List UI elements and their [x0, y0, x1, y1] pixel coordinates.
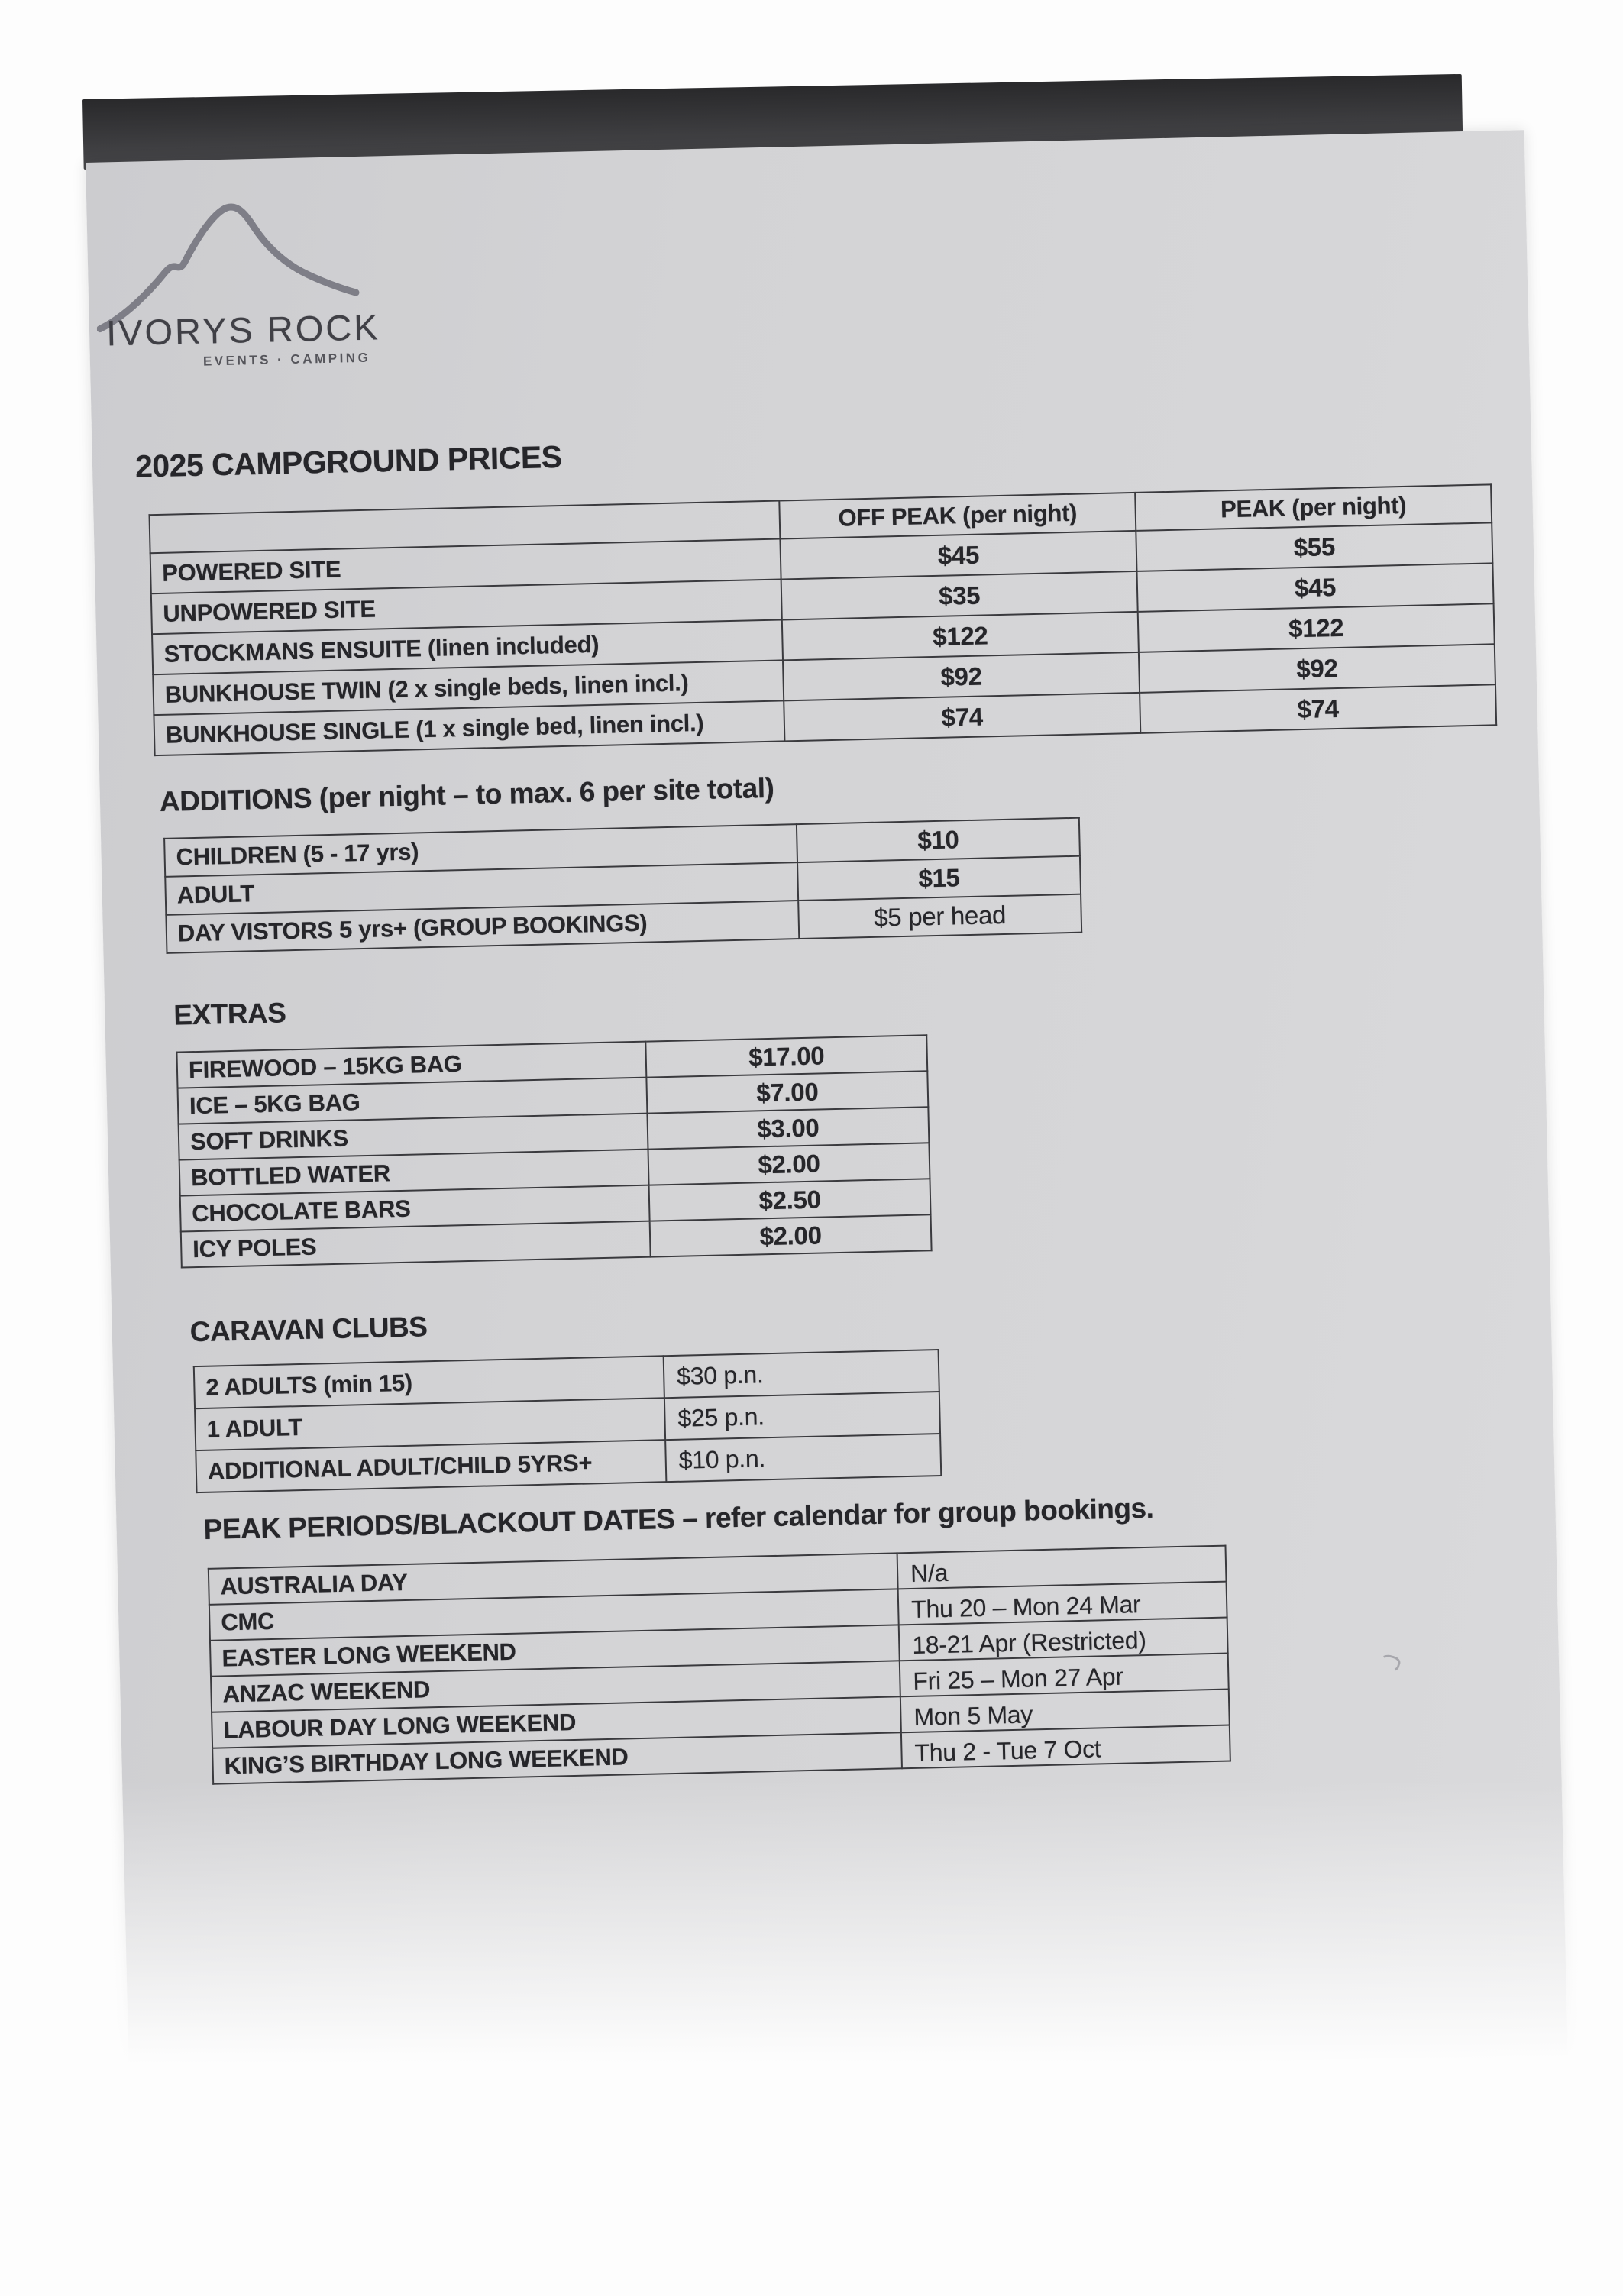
- peak-price: $92: [1139, 644, 1495, 693]
- date-range: Mon 5 May: [900, 1690, 1230, 1733]
- price: $10: [797, 818, 1080, 862]
- extras-heading: EXTRAS: [173, 997, 286, 1031]
- price: $2.00: [650, 1214, 932, 1256]
- header-peak: PEAK (per night): [1135, 484, 1492, 531]
- row-label: BUNKHOUSE TWIN (2 x single beds, linen incl.): [153, 660, 784, 715]
- paper-sheet: [86, 130, 1568, 2087]
- date-range: Thu 2 - Tue 7 Oct: [901, 1725, 1230, 1769]
- blackout-dates-table: [208, 1545, 1231, 1785]
- page-title: 2025 CAMPGROUND PRICES: [134, 438, 562, 484]
- off-peak-price: $92: [783, 652, 1140, 701]
- row-label: 1 ADULT: [195, 1398, 665, 1450]
- price: $10 p.n.: [665, 1434, 941, 1482]
- row-label: ICE – 5KG BAG: [178, 1078, 648, 1124]
- row-label: FIREWOOD – 15KG BAG: [176, 1042, 646, 1088]
- row-label: ADULT: [165, 862, 798, 915]
- row-label: STOCKMANS ENSUITE (linen included): [152, 619, 783, 674]
- caravan-clubs-heading: CARAVAN CLUBS: [189, 1311, 428, 1348]
- date-range: Thu 20 – Mon 24 Mar: [898, 1582, 1227, 1625]
- peak-price: $122: [1138, 603, 1495, 652]
- peak-price: $45: [1136, 563, 1493, 612]
- date-range: Fri 25 – Mon 27 Apr: [900, 1654, 1229, 1697]
- price: $7.00: [646, 1071, 928, 1113]
- campground-prices-table: [148, 483, 1497, 756]
- off-peak-price: $45: [780, 531, 1136, 580]
- caravan-clubs-table: [193, 1349, 942, 1493]
- price: $5 per head: [798, 894, 1081, 939]
- price: $2.00: [648, 1143, 930, 1185]
- price: $30 p.n.: [664, 1350, 939, 1398]
- row-label: CMC: [209, 1589, 899, 1640]
- price: $3.00: [647, 1107, 929, 1149]
- row-label: POWERED SITE: [150, 538, 781, 593]
- date-range: N/a: [897, 1546, 1227, 1589]
- peak-periods-heading: PEAK PERIODS/BLACKOUT DATES – refer calendar for group bookings.: [203, 1492, 1154, 1545]
- off-peak-price: $35: [781, 571, 1138, 620]
- row-label: DAY VISTORS 5 yrs+ (GROUP BOOKINGS): [166, 901, 799, 953]
- row-label: BUNKHOUSE SINGLE (1 x single bed, linen incl.): [154, 700, 784, 755]
- peak-price: $74: [1140, 684, 1496, 733]
- price: $25 p.n.: [664, 1392, 940, 1440]
- row-label: EASTER LONG WEEKEND: [210, 1625, 900, 1676]
- date-range: 18-21 Apr (Restricted): [899, 1618, 1228, 1661]
- row-label: ICY POLES: [181, 1221, 651, 1268]
- row-label: AUSTRALIA DAY: [209, 1553, 898, 1604]
- logo-wordmark: IVORYS ROCK: [105, 306, 381, 354]
- paper-smudge-mark: [1377, 1652, 1402, 1673]
- row-label: UNPOWERED SITE: [151, 579, 782, 634]
- row-label: 2 ADULTS (min 15): [194, 1356, 664, 1408]
- row-label: LABOUR DAY LONG WEEKEND: [212, 1696, 901, 1748]
- row-label: CHILDREN (5 - 17 yrs): [164, 824, 797, 877]
- off-peak-price: $74: [784, 693, 1140, 742]
- peak-price: $55: [1136, 522, 1492, 571]
- row-label: BOTTLED WATER: [179, 1150, 649, 1196]
- off-peak-price: $122: [782, 612, 1139, 661]
- header-off-peak: OFF PEAK (per night): [779, 493, 1136, 539]
- price: $15: [797, 856, 1081, 901]
- extras-table: [176, 1034, 932, 1268]
- row-label: SOFT DRINKS: [179, 1114, 648, 1160]
- row-label: ANZAC WEEKEND: [211, 1661, 900, 1712]
- logo-tagline: EVENTS · CAMPING: [202, 350, 371, 369]
- row-label: ADDITIONAL ADULT/CHILD 5YRS+: [196, 1440, 666, 1492]
- additions-table: [163, 817, 1082, 954]
- row-label: CHOCOLATE BARS: [180, 1185, 650, 1232]
- price: $2.50: [649, 1179, 931, 1221]
- row-label: KING’S BIRTHDAY LONG WEEKEND: [212, 1732, 902, 1783]
- price: $17.00: [645, 1035, 927, 1077]
- additions-heading: ADDITIONS (per night – to max. 6 per site total): [159, 771, 774, 818]
